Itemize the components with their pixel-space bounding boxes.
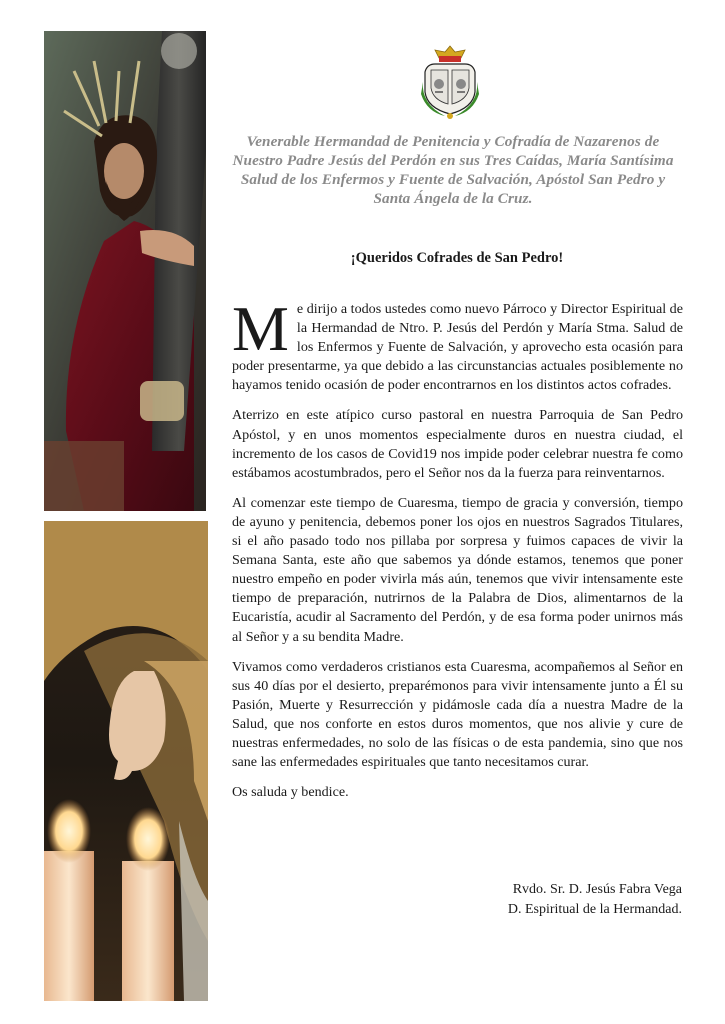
paragraph-2: Aterrizo en este atípico curso pastoral en nuestra Parroquia de San Pedro Apóstol, y en unos momentos especialmente duros en nuestra ciudad, el incremento de los casos de Covid19 nos impide poder celebrar nuestra fe como estábamos acostumbrados, pero el Señor nos da la fuerza para reinventarnos.: [232, 407, 683, 481]
jesus-del-perdon-image: [44, 31, 206, 511]
letter-greeting: ¡Queridos Cofrades de San Pedro!: [350, 250, 564, 266]
jesus-del-perdon-photo: [44, 31, 206, 511]
paragraph-4: Vivamos como verdaderos cristianos esta Cuaresma, acompañemos al Señor en sus 40 días por el desierto, preparémonos para vivir intensamente junto a Él su Pasión, Muerte y Resurrección y pidámosle cada día a nuestra Madre de la Salud, que nos conforte en estos duros momentos, que nos alivie y cure de nuestras enfermedades, no solo de las físicas o de esta pandemia, sino que nos sane las enfermedades espirituales que tanto necesitamos curar.: [232, 658, 683, 771]
closing-line: Os saluda y bendice.: [232, 784, 349, 801]
paragraph-1: [232, 293, 683, 395]
letter-body: [232, 293, 683, 813]
paragraph-3: Al comenzar este tiempo de Cuaresma, tiempo de gracia y conversión, tiempo de ayuno y penitencia, debemos poner los ojos en nuestros Sagrados Titulares, si el año pasado todo nos pillaba por sorpresa y fuimos capaces de vivir la Semana Santa, este año que sabemos ya dónde estamos, tenemos que poner nuestro empeño en poder vivirla más aún, tenemos que vivir intensamente este tiempo de preparación, nutrirnos de la Palabra de Dios, alimentarnos de la Eucaristía, acudir al Sacramento del Perdón, y de esa forma poder unirnos más al Señor y a su bendita Madre.: [232, 494, 683, 645]
signature-role: D. Espiritual de la Hermandad.: [507, 901, 682, 917]
virgen-de-la-salud-image: [44, 521, 208, 1001]
paragraph-1-text: e dirijo a todos ustedes como nuevo Párroco y Director Espiritual de la Hermandad de Ntro. P. Jesús del Perdón y María Stma. Salud de los Enfermos y Fuente de Salvación, y aprovecho esta ocasión para poder presentarme, ya que debido a las circunstancias actuales posiblemente no hayamos tenido ocasión de poder encontrarnos en los distintos actos cofrades.: [232, 301, 683, 394]
signature-block: [432, 880, 682, 919]
hermandad-crest: [415, 42, 485, 120]
virgen-de-la-salud-photo: [44, 521, 208, 1001]
brotherhood-title: Venerable Hermandad de Penitencia y Cofradía de Nazarenos de Nuestro Padre Jesús del Perdón en sus Tres Caídas, María Santísima Salud de los Enfermos y Fuente de Salvación, Apóstol San Pedro y Santa Ángela de la Cruz.: [232, 133, 674, 207]
drop-cap: M: [232, 293, 289, 364]
crest-emblem: [415, 42, 485, 120]
signature-name: Rvdo. Sr. D. Jesús Fabra Vega: [512, 882, 682, 897]
